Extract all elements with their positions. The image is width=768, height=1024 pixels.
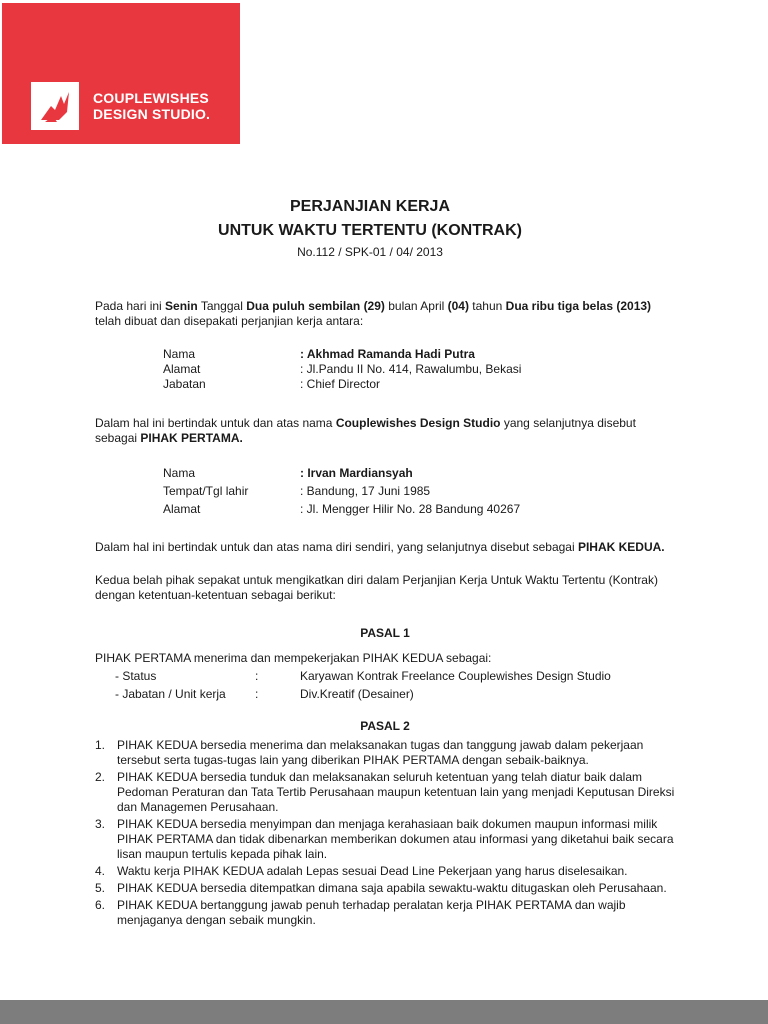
list-item-number: 4. [95, 864, 106, 878]
party2-value: : Irvan Mardiansyah [300, 466, 413, 480]
party1-statement-text: Dalam hal ini bertindak untuk dan atas nama [95, 416, 336, 430]
party2-statement-text: Dalam hal ini bertindak untuk dan atas nama diri sendiri, yang selanjutnya disebut sebagai [95, 540, 578, 554]
list-item-number: 6. [95, 898, 106, 912]
list-item [95, 817, 675, 862]
pasal2-heading: PASAL 2 [360, 719, 410, 733]
party1-value: : Jl.Pandu II No. 414, Rawalumbu, Bekasi [300, 362, 522, 376]
party1-statement [95, 416, 675, 446]
party2-label: Tempat/Tgl lahir [163, 484, 249, 498]
list-item-number: 5. [95, 881, 106, 895]
list-item-number: 3. [95, 817, 106, 831]
flame-brush-icon [31, 82, 79, 130]
list-item-text: PIHAK KEDUA bersedia ditempatkan dimana saja apabila sewaktu-waktu ditugaskan oleh Perusahaan. [117, 881, 667, 895]
list-item-text: PIHAK KEDUA bersedia menyimpan dan menjaga kerahasiaan baik dokumen maupun informasi milik PIHAK PERTAMA dan tidak dibenarkan memberikan dokumen atau informasi yang diketahui baik secara lisan maupun tertulis kepada pihak lain. [117, 817, 674, 861]
pasal1-intro: PIHAK PERTAMA menerima dan mempekerjakan PIHAK KEDUA sebagai: [95, 651, 492, 665]
party2-value: : Jl. Mengger Hilir No. 28 Bandung 40267 [300, 502, 521, 516]
party2-label: Nama [163, 466, 196, 480]
intro-month: (04) [447, 299, 469, 313]
party2-value: : Bandung, 17 Juni 1985 [300, 484, 431, 498]
list-item [95, 898, 675, 928]
company-name: Couplewishes Design Studio [335, 416, 501, 430]
party1-label: Alamat [163, 362, 201, 376]
pasal1-status-colon: : [255, 669, 259, 683]
list-item-text: PIHAK KEDUA bersedia menerima dan melaksanakan tugas dan tanggung jawab dalam pekerjaan tersebut serta tugas-tugas lain yang diberikan PIHAK PERTAMA dengan sebaik-baiknya. [117, 738, 644, 767]
list-item-text: PIHAK KEDUA bersedia tunduk dan melaksanakan seluruh ketentuan yang telah diatur baik dalam Pedoman Peraturan dan Tata Tertib Perusahaan maupun ketentuan lain yang menjadi Keputusan Direksi dan Managemen Perusahaan. [117, 770, 675, 814]
intro-text-4: tahun [468, 299, 506, 313]
party2-label: Alamat [163, 502, 201, 516]
party2-role: PIHAK KEDUA. [577, 540, 665, 554]
company-logo [2, 3, 240, 144]
party1-label: Jabatan [163, 377, 206, 391]
logo-line-1: COUPLEWISHES [93, 90, 209, 106]
party1-value: : Chief Director [300, 377, 381, 391]
intro-paragraph [95, 299, 675, 329]
list-item-text: Waktu kerja PIHAK KEDUA adalah Lepas sesuai Dead Line Pekerjaan yang harus diselesaikan. [117, 864, 628, 878]
intro-text-3: bulan April [384, 299, 448, 313]
list-item [95, 770, 675, 815]
party2-statement [95, 540, 675, 555]
intro-year: Dua ribu tiga belas (2013) [505, 299, 652, 313]
list-item-number: 1. [95, 738, 106, 752]
pasal1-status-label: - Status [115, 669, 157, 683]
intro-date: Dua puluh sembilan (29) [246, 299, 385, 313]
pasal1-position-value: Div.Kreatif (Desainer) [300, 687, 414, 701]
list-item-text: PIHAK KEDUA bertanggung jawab penuh terhadap peralatan kerja PIHAK PERTAMA dan wajib menjaganya dengan sebaik mungkin. [117, 898, 626, 927]
list-item [95, 738, 675, 768]
document-title: PERJANJIAN KERJA [289, 198, 451, 215]
pasal1-status-value: Karyawan Kontrak Freelance Couplewishes Design Studio [300, 669, 611, 683]
pasal2-list [95, 738, 675, 930]
pasal1-position-colon: : [255, 687, 259, 701]
footer-bar [0, 1000, 768, 1024]
agreement-paragraph: Kedua belah pihak sepakat untuk mengikatkan diri dalam Perjanjian Kerja Untuk Waktu Tertentu (Kontrak) dengan ketentuan-ketentuan sebagai berikut: [95, 573, 658, 602]
logo-text [93, 90, 210, 122]
intro-text-5: telah dibuat dan disepakati perjanjian kerja antara: [95, 314, 364, 328]
document-number: No.112 / SPK-01 / 04/ 2013 [297, 245, 443, 259]
party1-label: Nama [163, 347, 196, 361]
list-item-number: 2. [95, 770, 106, 784]
party1-statement-text-2: yang selanjutnya disebut sebagai [95, 416, 636, 445]
document-subtitle: UNTUK WAKTU TERTENTU (KONTRAK) [218, 222, 522, 239]
pasal1-position-label: - Jabatan / Unit kerja [115, 687, 226, 701]
pasal1-heading: PASAL 1 [360, 626, 410, 640]
intro-text-2: Tanggal [197, 299, 247, 313]
party1-role: PIHAK PERTAMA. [140, 431, 243, 445]
list-item [95, 864, 675, 879]
intro-day: Senin [165, 299, 198, 313]
intro-text-1: Pada hari ini [95, 299, 166, 313]
party1-value: : Akhmad Ramanda Hadi Putra [300, 347, 475, 361]
logo-line-2: DESIGN STUDIO. [93, 106, 211, 122]
list-item [95, 881, 675, 896]
